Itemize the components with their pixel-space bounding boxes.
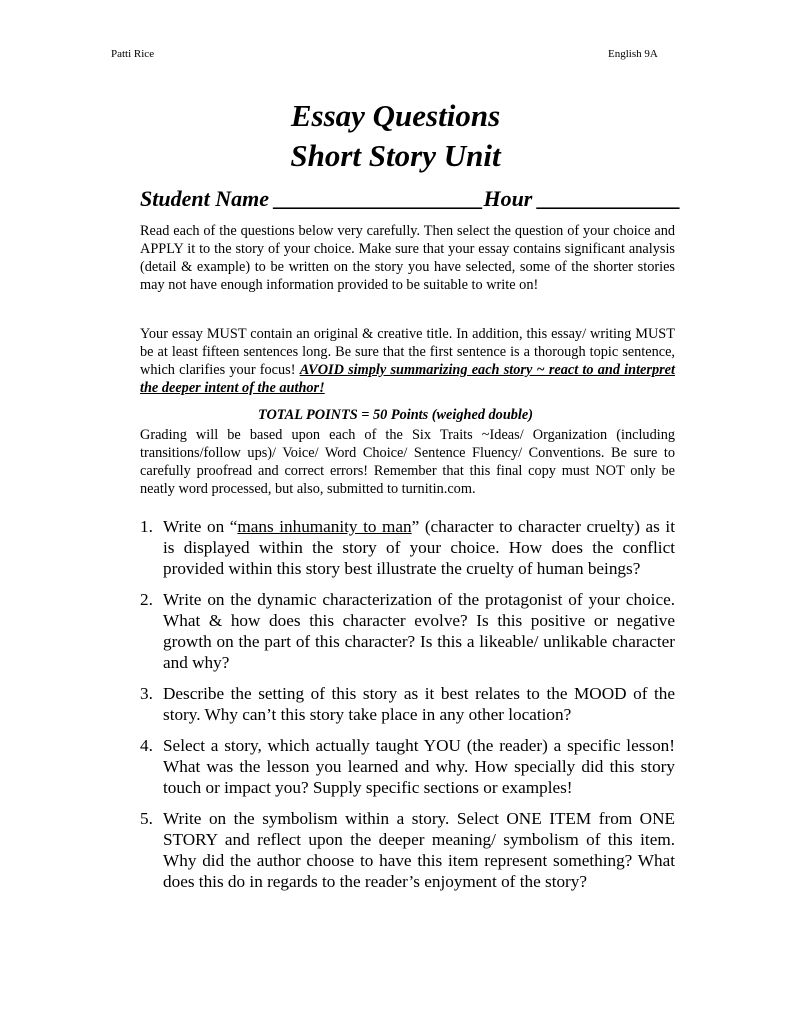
question-item — [140, 516, 675, 579]
question-number: 1. — [140, 517, 153, 536]
question-item — [140, 808, 675, 892]
question-number: 2. — [140, 590, 153, 609]
page-subtitle: Short Story Unit — [290, 138, 501, 173]
question-text-pre: Write on “ — [163, 517, 238, 536]
question-number: 4. — [140, 736, 153, 755]
instructions-paragraph: Read each of the questions below very carefully. Then select the question of your choice and APPLY it to the story of your choice. Make sure that your essay contains significant analysis (detail & example) to be written on the story you have selected, some of the shorter stories may not have enough information provided to be suitable to write on! — [140, 223, 675, 293]
question-number: 5. — [140, 809, 153, 828]
page-title: Essay Questions — [290, 98, 501, 133]
question-item — [140, 589, 675, 673]
question-underlined-phrase: mans inhumanity to man — [237, 517, 412, 536]
question-text: Select a story, which actually taught YOU (the reader) a specific lesson! What was the lesson you learned and why. How specially did this story touch or impact you? Supply specific sections or examples! — [163, 736, 675, 797]
header-course: English 9A — [608, 48, 658, 60]
question-item — [140, 683, 675, 725]
header-author: Patti Rice — [111, 48, 155, 60]
requirements-text: Your essay MUST contain an original & creative title. In addition, this essay/ writing MUST be at least fifteen sentences long. Be sure that the first sentence is a thorough topic sentence, which clarifies your focus! — [140, 326, 675, 378]
student-name-hour-line: Student Name ___________________Hour _____________ — [140, 186, 681, 211]
question-item — [140, 735, 675, 798]
question-text: Write on the symbolism within a story. Select ONE ITEM from ONE STORY and reflect upon the deeper meaning/ symbolism of this item. Why did the author choose to have this item represent something? What does this do in regards to the reader’s enjoyment of the story? — [163, 809, 675, 891]
question-text: Describe the setting of this story as it best relates to the MOOD of the story. Why can’t this story take place in any other location? — [163, 684, 675, 724]
total-points: TOTAL POINTS = 50 Points (weighed double) — [257, 407, 534, 423]
question-number: 3. — [140, 684, 153, 703]
requirements-paragraph — [140, 325, 675, 397]
question-text: Write on the dynamic characterization of the protagonist of your choice. What & how does this character evolve? Is this positive or negative growth on the part of this character? Is this a likeable/ unlikable character and why? — [163, 590, 675, 672]
question-list — [140, 516, 675, 902]
requirements-emphasis: AVOID simply summarizing each story ~ react to and interpret the deeper intent of the author! — [140, 362, 675, 396]
grading-paragraph: Grading will be based upon each of the Six Traits ~Ideas/ Organization (including transitions/follow ups)/ Voice/ Word Choice/ Sentence Fluency/ Conventions. Be sure to carefully proofread and correct errors! Remember that this final copy must NOT only be neatly word processed, but also, submitted to turnitin.com. — [140, 427, 675, 497]
question-text-post: ” (character to character cruelty) as it is displayed within the story of your choice. How does the conflict provided within this story best illustrate the cruelty of human beings? — [163, 517, 675, 578]
